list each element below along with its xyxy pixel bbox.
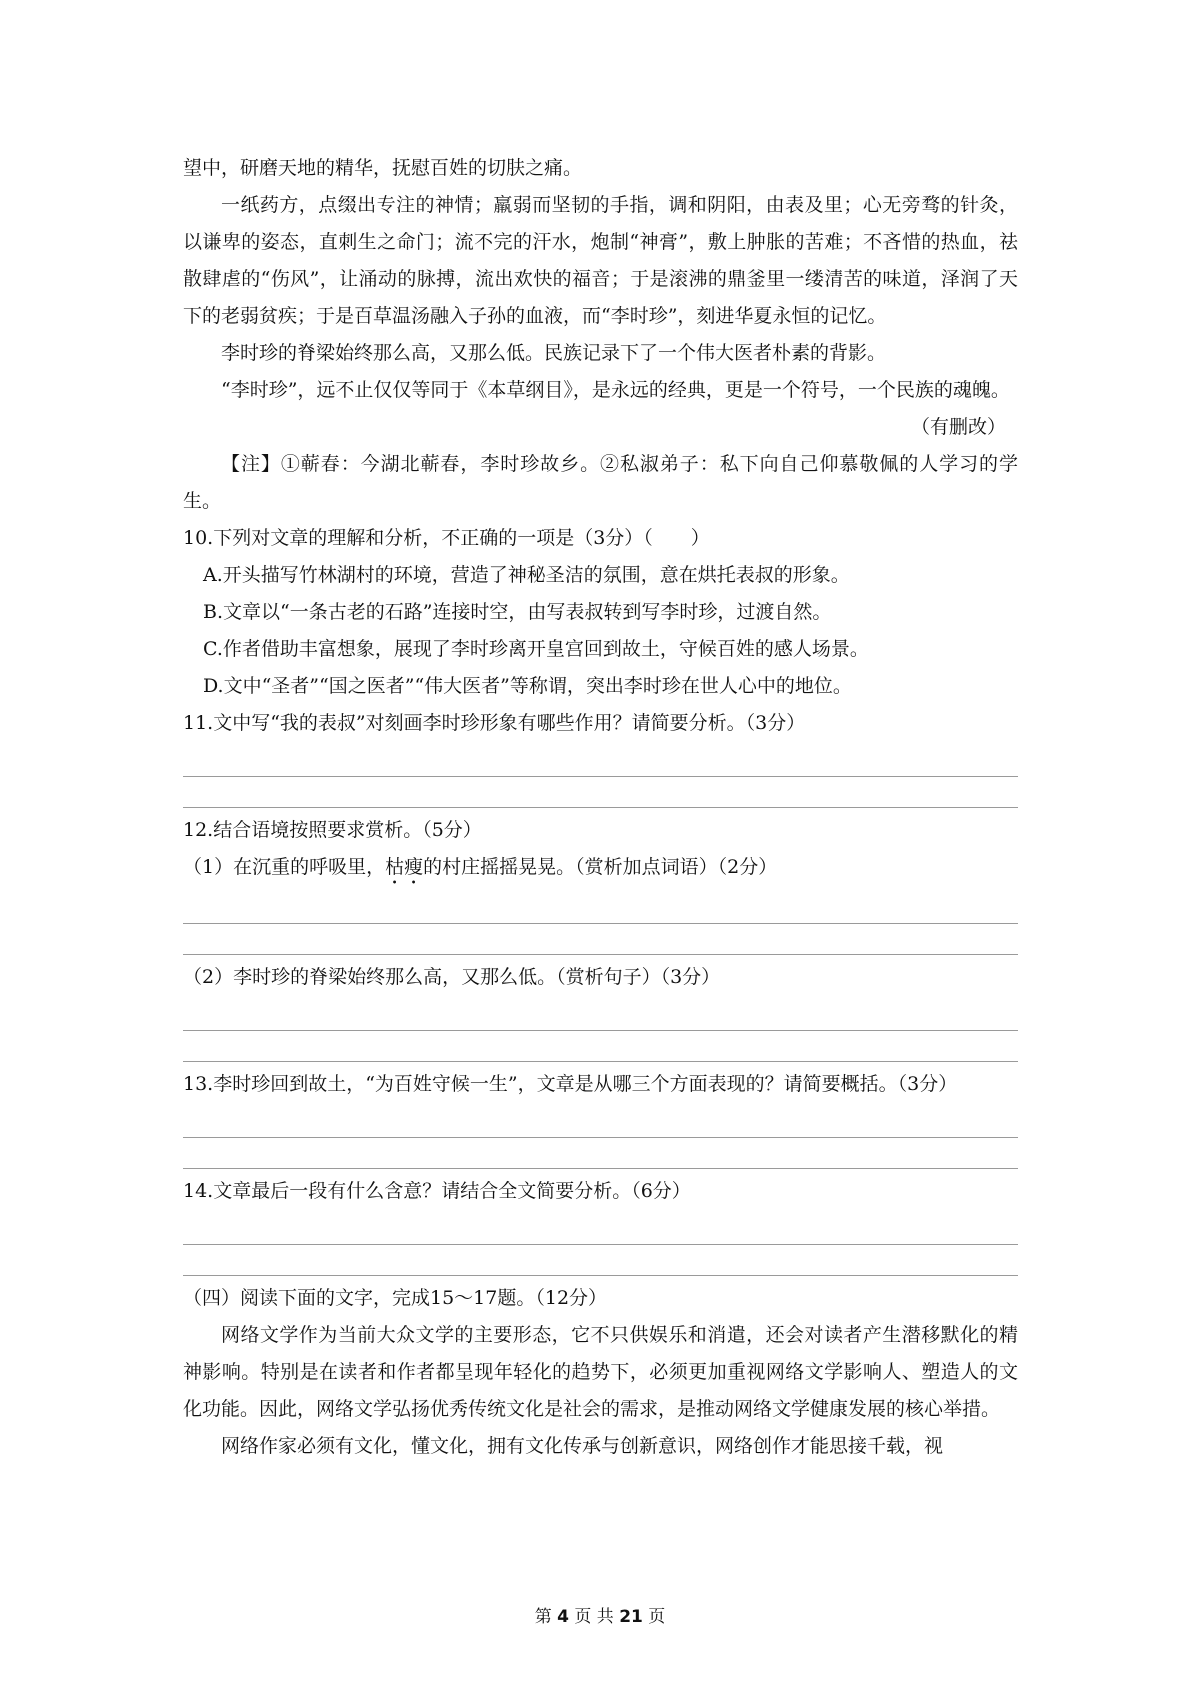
answer-line[interactable] [183,1245,1018,1276]
annotation-note: 【注】①蕲春：今湖北蕲春，李时珍故乡。②私淑弟子：私下向自己仰慕敬佩的人学习的学生。 [183,453,1018,512]
answer-line[interactable] [183,1107,1018,1138]
question-12-sub1-before: （1）在沉重的呼吸里， [183,856,386,878]
answer-line[interactable] [183,924,1018,955]
answer-line[interactable] [183,746,1018,777]
footer-page-number: 4 [557,1607,569,1627]
question-14-stem: 14.文章最后一段有什么含意？请结合全文简要分析。（6分） [183,1180,691,1202]
question-12-sub1-answer-area[interactable] [183,893,1018,955]
emphasized-word: 枯瘦 [385,856,424,878]
question-12-sub2-answer-area[interactable] [183,1000,1018,1062]
passage-paragraph-symbol: “李时珍”，远不止仅仅等同于《本草纲目》，是永远的经典，更是一个符号，一个民族的魂魄。 [221,379,1010,401]
question-12-sub1-after: 的村庄摇摇晃晃。（赏析加点词语）（2分） [423,856,778,878]
section-4-paragraph-1: 网络文学作为当前大众文学的主要形态，它不只供娱乐和消遣，还会对读者产生潜移默化的精神影响。特别是在读者和作者都呈现年轻化的趋势下，必须更加重视网络文学影响人、塑造人的文化功能。因此，网络文学弘扬优秀传统文化是社会的需求，是推动网络文学健康发展的核心举措。 [183,1324,1018,1420]
footer-prefix: 第 [534,1607,552,1627]
answer-line[interactable] [183,1000,1018,1031]
question-12-sub1 [183,849,1018,889]
question-13-stem: 13.李时珍回到故土，“为百姓守候一生”，文章是从哪三个方面表现的？请简要概括。（3分） [183,1073,958,1095]
answer-line[interactable] [183,777,1018,808]
question-12-stem: 12.结合语境按照要求赏析。（5分） [183,819,482,841]
answer-line[interactable] [183,1138,1018,1169]
section-4-paragraph-2: 网络作家必须有文化，懂文化，拥有文化传承与创新意识，网络创作才能思接千载，视 [221,1435,944,1457]
passage-paragraph-spine: 李时珍的脊梁始终那么高，又那么低。民族记录下了一个伟大医者朴素的背影。 [221,342,887,364]
passage-paragraph-prescription: 一纸药方，点缀出专注的神情；羸弱而坚韧的手指，调和阴阳，由表及里；心无旁骛的针灸，以谦卑的姿态，直刺生之命门；流不完的汗水，炮制“神膏”，敷上肿胀的苦难；不吝惜的热血，祛散肆虐的“伤风”，让涌动的脉搏，流出欢快的福音；于是滚沸的鼎釜里一缕清苦的味道，泽润了天下的老弱贫疾；于是百草温汤融入子孙的血液，而“李时珍”，刻进华夏永恒的记忆。 [183,194,1018,327]
page-footer [0,1602,1200,1627]
question-11-stem: 11.文中写“我的表叔”对刻画李时珍形象有哪些作用？请简要分析。（3分） [183,712,806,734]
question-10-option-d: D.文中“圣者”“国之医者”“伟大医者”等称谓，突出李时珍在世人心中的地位。 [203,675,852,697]
question-10-option-b: B.文章以“一条古老的石路”连接时空，由写表叔转到写李时珍，过渡自然。 [203,601,832,623]
question-13-answer-area[interactable] [183,1107,1018,1169]
question-10-option-a: A.开头描写竹林湖村的环境，营造了神秘圣洁的氛围，意在烘托表叔的形象。 [203,564,850,586]
question-10-stem: 10.下列对文章的理解和分析，不正确的一项是（3分）（ ） [183,527,710,549]
question-11-answer-area[interactable] [183,746,1018,808]
answer-line[interactable] [183,1031,1018,1062]
page-content [183,150,1018,1465]
source-note: （有删改） [910,416,1006,438]
answer-line[interactable] [183,893,1018,924]
answer-line[interactable] [183,1214,1018,1245]
passage-line-continued: 望中，研磨天地的精华，抚慰百姓的切肤之痛。 [183,157,583,179]
question-10-option-c: C.作者借助丰富想象，展现了李时珍离开皇宫回到故土，守候百姓的感人场景。 [203,638,869,660]
question-12-sub2: （2）李时珍的脊梁始终那么高，又那么低。（赏析句子）（3分） [183,966,721,988]
section-4-heading: （四）阅读下面的文字，完成15～17题。（12分） [183,1287,608,1309]
footer-middle: 页 共 [574,1607,614,1627]
footer-suffix: 页 [648,1607,666,1627]
footer-total-pages: 21 [619,1607,643,1627]
question-14-answer-area[interactable] [183,1214,1018,1276]
